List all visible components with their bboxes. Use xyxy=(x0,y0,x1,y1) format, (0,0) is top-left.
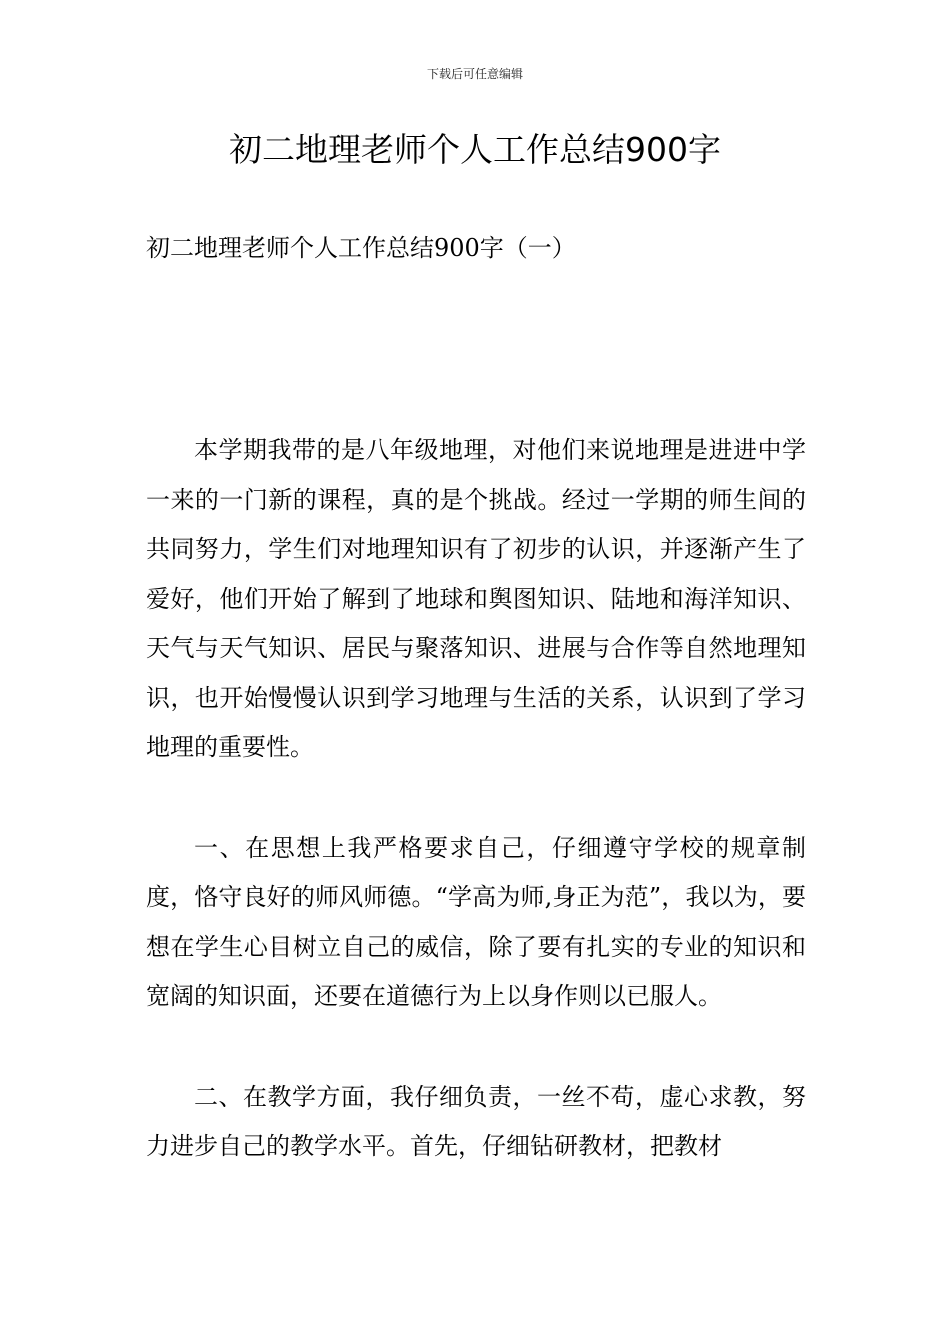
paragraph-intro: 本学期我带的是八年级地理，对他们来说地理是进进中学一来的一门新的课程，真的是个挑战。经过一学期的师生间的共同努力，学生们对地理知识有了初步的认识，并逐渐产生了爱好，他们开始了解到了地球和舆图知识、陆地和海洋知识、天气与天气知识、居民与聚落知识、进展与合作等自然地理知识，也开始慢慢认识到学习地理与生活的关系，认识到了学习地理的重要性。 xyxy=(146,436,806,761)
section-subtitle: 初二地理老师个人工作总结900字（一） xyxy=(146,234,576,262)
header-note: 下载后可任意编辑 xyxy=(426,67,523,81)
paragraph-ideology: 一、在思想上我严格要求自己，仔细遵守学校的规章制度，恪守良好的师风师德。“学高为师,身正为范”，我以为，要想在学生心目树立自己的威信，除了要有扎实的专业的知识和宽阔的知识面，还要在道德行为上以身作则以已服人。 xyxy=(146,833,806,1010)
document-title: 初二地理老师个人工作总结900字 xyxy=(229,130,721,169)
document-body xyxy=(146,426,806,1223)
paragraph-teaching: 二、在教学方面，我仔细负责，一丝不苟，虚心求教，努力进步自己的教学水平。首先，仔细钻研教材，把教材 xyxy=(146,1082,806,1160)
